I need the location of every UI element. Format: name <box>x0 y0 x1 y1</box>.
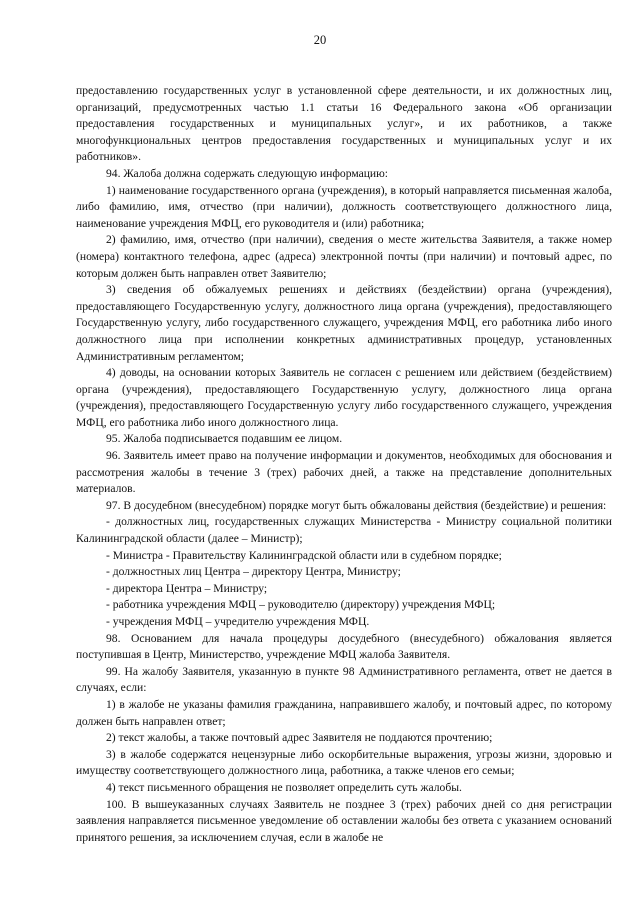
paragraph-99-item-4: 4) текст письменного обращения не позволяет определить суть жалобы. <box>106 780 462 794</box>
paragraph-97-item-4: - директора Центра – Министру; <box>106 581 268 595</box>
paragraph-97-item-6: - учреждения МФЦ – учредителю учреждения МФЦ. <box>106 615 370 628</box>
paragraph-99-item-3: 3) в жалобе содержатся нецензурные либо оскорбительные выражения, угрозы жизни, здоровью и имуществу соответствующего должностного лица, работника, а также членов его семьи; <box>76 747 612 778</box>
page-number: 20 <box>313 33 327 47</box>
paragraph-99-item-2: 2) текст жалобы, а также почтовый адрес Заявителя не поддаются прочтению; <box>106 731 493 745</box>
paragraph-94-item-1: 1) наименование государственного органа (учреждения), в который направляется письменная жалоба, либо фамилию, имя, отчество (при наличии), должность соответствующего должностного лица, наименование учреждения МФЦ, его руководителя и (или) работника; <box>76 183 612 230</box>
paragraph-94-item-2: 2) фамилию, имя, отчество (при наличии), сведения о месте жительства Заявителя, а также номер (номера) контактного телефона, адрес (адреса) электронной почты (при наличии) и почтовый адрес, по которым должен быть направлен ответ Заявителю; <box>76 233 612 280</box>
paragraph-98: 98. Основанием для начала процедуры досудебного (внесудебного) обжалования является поступившая в Центр, Министерство, учреждение МФЦ жалоба Заявителя. <box>76 631 612 662</box>
paragraph-97-item-3: - должностных лиц Центра – директору Центра, Министру; <box>106 565 401 579</box>
paragraph-100: 100. В вышеуказанных случаях Заявитель не позднее 3 (трех) рабочих дней со дня регистрации заявления направляется письменное уведомление об оставлении жалобы без ответа с указанием оснований принятого решения, за исключением случая, если в жалобе не <box>76 797 612 844</box>
paragraph-97-item-1: - должностных лиц, государственных служащих Министерства - Министру социальной политики Калининградской области (далее – Министр); <box>76 515 612 546</box>
paragraph-97-item-5: - работника учреждения МФЦ – руководителю (директору) учреждения МФЦ; <box>106 598 496 612</box>
paragraph-96: 96. Заявитель имеет право на получение информации и документов, необходимых для обоснования и рассмотрения жалобы в течение 3 (трех) рабочих дней, а также на представление дополнительных материалов. <box>76 449 612 496</box>
paragraph-97: 97. В досудебном (внесудебном) порядке могут быть обжалованы действия (бездействие) и решения: <box>106 498 607 512</box>
paragraph-continuation: предоставлению государственных услуг в установленной сфере деятельности, и их должностных лиц, организаций, предусмотренных частью 1.1 статьи 16 Федерального закона «Об организации предоставления государственных и муниципальных услуг», и их работников, а также многофункциональных центров предоставления государственных и муниципальных услуг и их работников». <box>76 84 612 164</box>
paragraph-95: 95. Жалоба подписывается подавшим ее лицом. <box>106 432 343 446</box>
paragraph-97-item-2: - Министра - Правительству Калининградской области или в судебном порядке; <box>106 548 502 562</box>
paragraph-99: 99. На жалобу Заявителя, указанную в пункте 98 Административного регламента, ответ не дается в случаях, если: <box>76 664 612 695</box>
page-body <box>76 83 612 846</box>
paragraph-94-item-3: 3) сведения об обжалуемых решениях и действиях (бездействии) органа (учреждения), предоставляющего Государственную услугу, должностного лица органа (учреждения), предоставляющего Государственную услугу, либо государственного служащего, учреждения МФЦ, его работника либо иного должностного лица при исполнении конкретных административных процедур, установленных Административным регламентом; <box>76 283 612 363</box>
paragraph-94-item-4: 4) доводы, на основании которых Заявитель не согласен с решением или действием (бездействием) органа (учреждения), предоставляющего Государственную услугу, должностного лица органа (учреждения), предоставляющего Государственную услугу либо государственного служащего, учреждения МФЦ, его работника либо иного должностного лица. <box>76 366 612 429</box>
paragraph-99-item-1: 1) в жалобе не указаны фамилия гражданина, направившего жалобу, и почтовый адрес, по которому должен быть направлен ответ; <box>76 697 612 728</box>
paragraph-94: 94. Жалоба должна содержать следующую информацию: <box>106 166 389 180</box>
